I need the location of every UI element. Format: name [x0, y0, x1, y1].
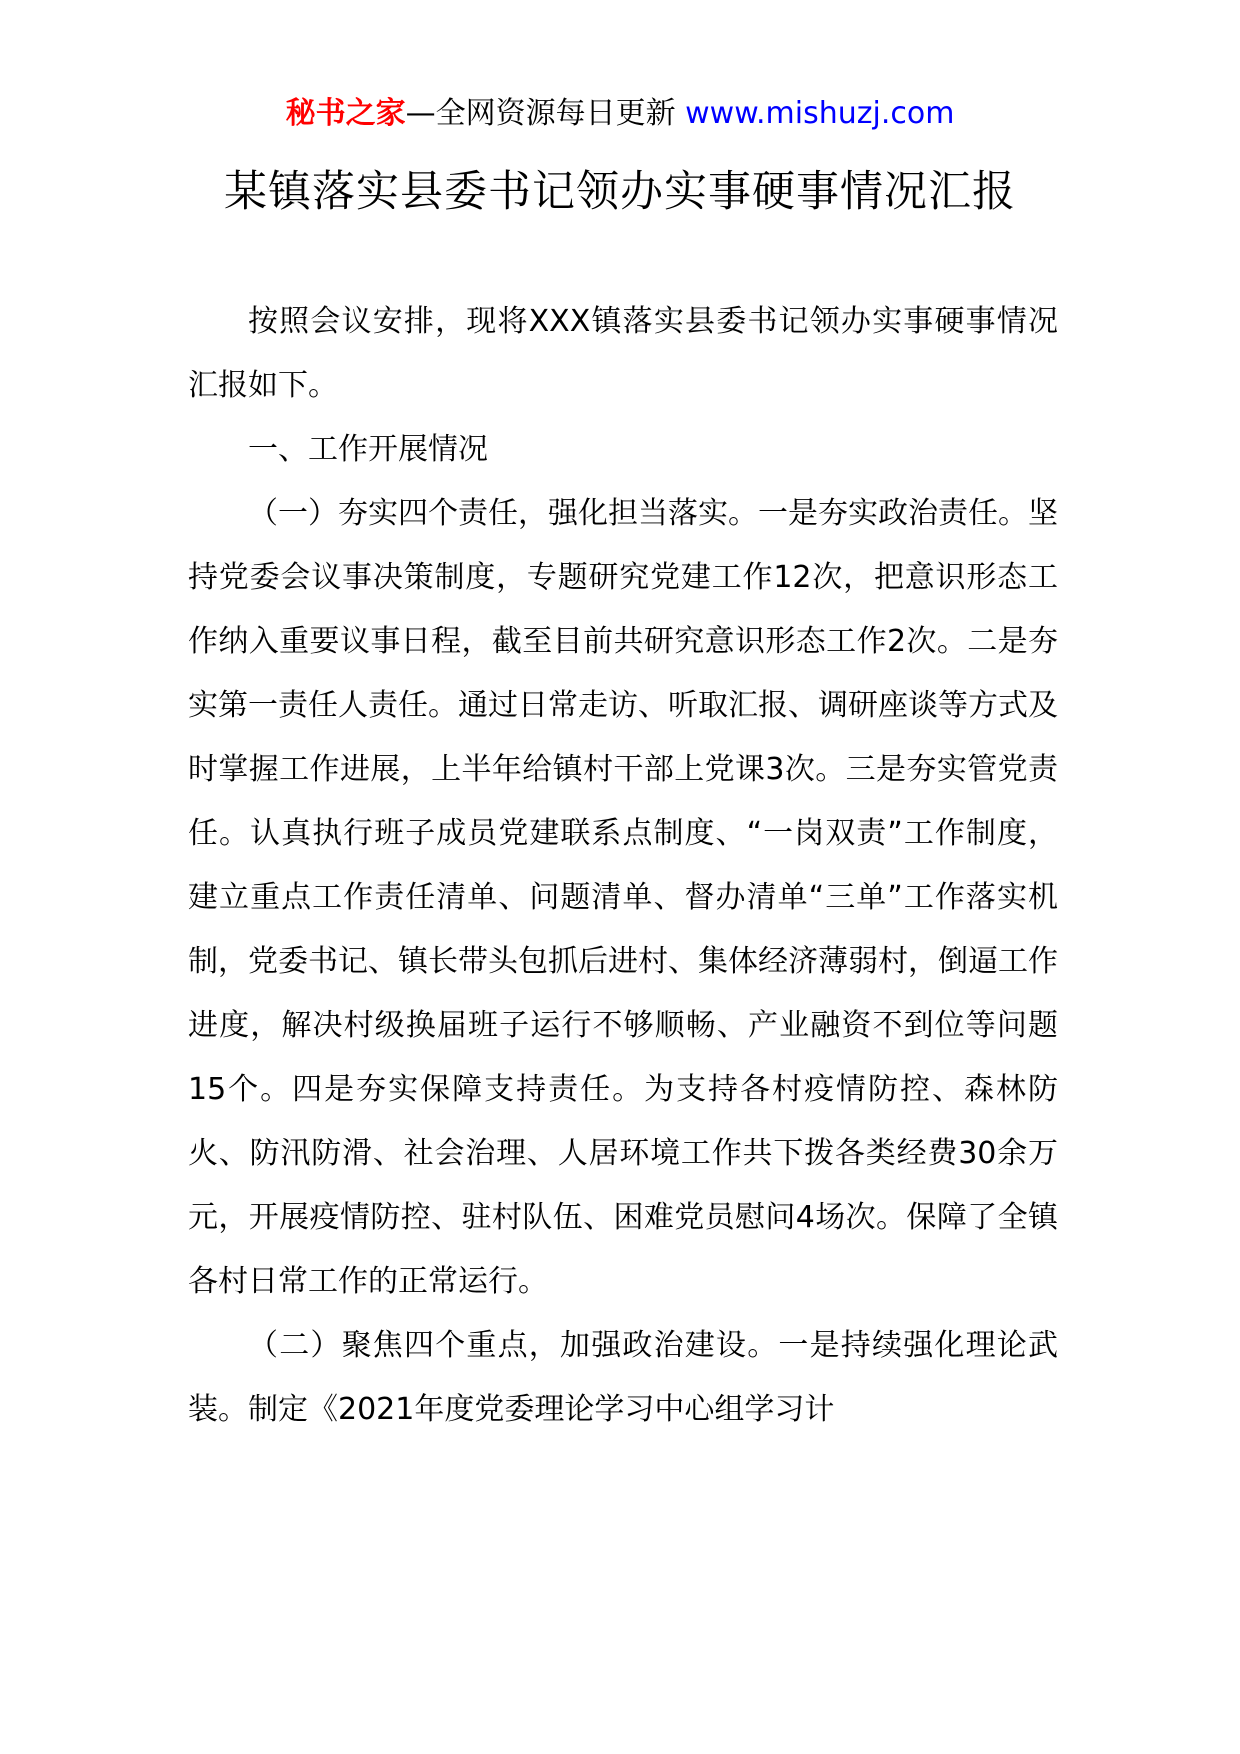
site-url-link[interactable]: www.mishuzj.com	[685, 96, 955, 131]
site-brand: 秘书之家	[285, 96, 406, 131]
site-tagline: —全网资源每日更新	[405, 96, 676, 131]
body-paragraph: （一）夯实四个责任，强化担当落实。一是夯实政治责任。坚持党委会议事决策制度，专题研究党建工作12次，把意识形态工作纳入重要议事日程，截至目前共研究意识形态工作2次。二是夯实第一责任人责任。通过日常走访、听取汇报、调研座谈等方式及时掌握工作进展，上半年给镇村干部上党课3次。三是夯实管党责任。认真执行班子成员党建联系点制度、“一岗双责”工作制度，建立重点工作责任清单、问题清单、督办清单“三单”工作落实机制，党委书记、镇长带头包抓后进村、集体经济薄弱村，倒逼工作进度，解决村级换届班子运行不够顺畅、产业融资不到位等问题15个。四是夯实保障支持责任。为支持各村疫情防控、森林防火、防汛防滑、社会治理、人居环境工作共下拨各类经费30余万元，开展疫情防控、驻村队伍、困难党员慰问4场次。保障了全镇各村日常工作的正常运行。	[188, 496, 1058, 1299]
body-paragraph: （二）聚焦四个重点，加强政治建设。一是持续强化理论武装。制定《2021年度党委理论学习中心组学习计	[188, 1328, 1058, 1427]
site-banner	[0, 94, 1240, 134]
section-heading: 一、工作开展情况	[248, 432, 488, 467]
document-title: 某镇落实县委书记领办实事硬事情况汇报	[224, 167, 1016, 217]
document-body	[188, 290, 1058, 1442]
intro-paragraph: 按照会议安排，现将XXX镇落实县委书记领办实事硬事情况汇报如下。	[188, 304, 1058, 403]
